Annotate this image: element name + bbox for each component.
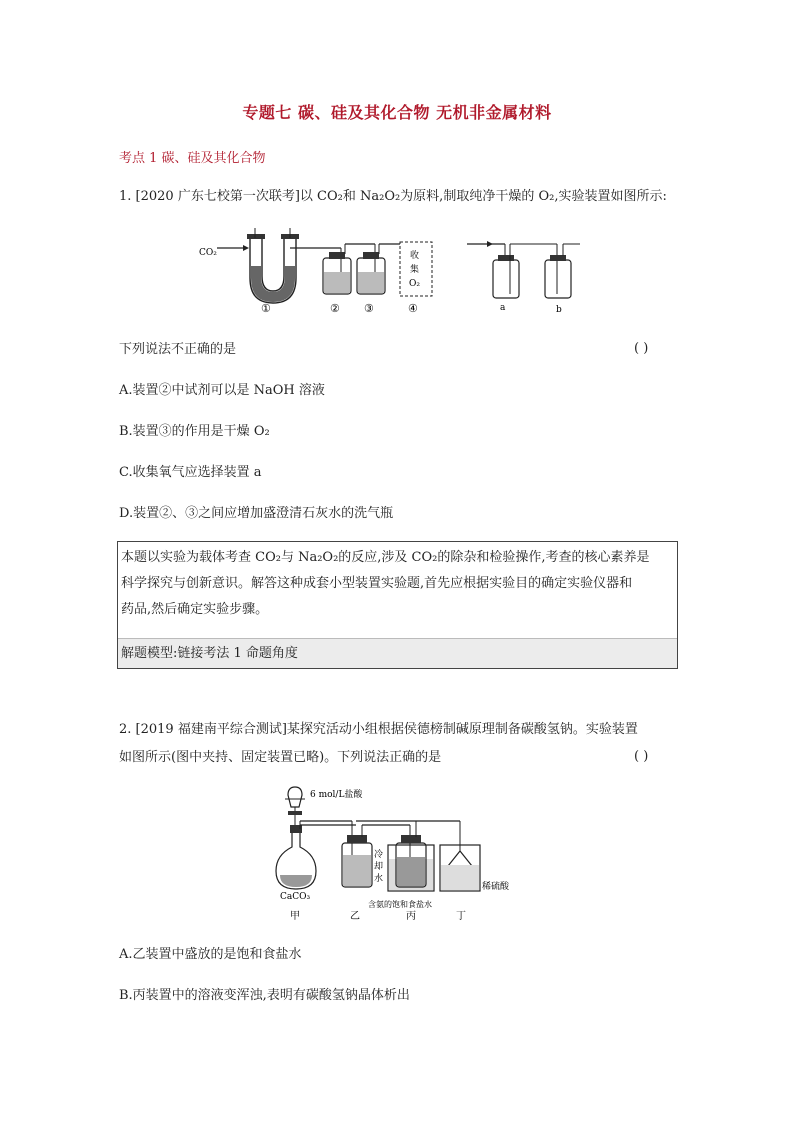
- dilute-acid-label: 稀硫酸: [482, 882, 510, 892]
- q1-option-c: C.收集氧气应选择装置 a: [119, 465, 262, 480]
- page-title: 专题七 碳、硅及其化合物 无机非金属材料: [242, 103, 552, 122]
- label-ding: 丁: [456, 911, 466, 922]
- cool-char-3: 水: [374, 874, 384, 884]
- section-heading: 考点 1 碳、硅及其化合物: [119, 151, 266, 166]
- q1-option-d: D.装置②、③之间应增加盛澄清石灰水的洗气瓶: [119, 506, 394, 521]
- q2-stem-line-2: 如图所示(图中夹持、固定装置已略)。下列说法正确的是: [119, 750, 442, 765]
- brine-label: 含氨的饱和食盐水: [368, 900, 432, 909]
- q2-stem-line-1: 2. [2019 福建南平综合测试]某探究活动小组根据侯德榜制碱原理制备碳酸氢钠。实验装置: [119, 722, 638, 737]
- cool-char-1: 冷: [374, 850, 384, 860]
- q2-option-b: B.丙装置中的溶液变浑浊,表明有碳酸氢钠晶体析出: [119, 988, 410, 1003]
- label-bing: 丙: [406, 911, 416, 922]
- acid-label: 6 mol/L盐酸: [310, 790, 363, 800]
- q2-option-a: A.乙装置中盛放的是饱和食盐水: [119, 947, 302, 962]
- cool-char-2: 却: [374, 862, 384, 872]
- analysis-model: 解题模型:链接考法 1 命题角度: [118, 638, 677, 668]
- label-yi: 乙: [350, 911, 360, 922]
- q1-answer-paren: ( ): [634, 341, 649, 356]
- co2-label: CO₂: [199, 248, 217, 258]
- label-2: ②: [330, 302, 340, 315]
- label-b: b: [556, 305, 562, 315]
- analysis-line-2: 科学探究与创新意识。解答这种成套小型装置实验题,首先应根据实验目的确定实验仪器和: [121, 576, 633, 591]
- label-4: ④: [408, 302, 418, 315]
- q1-apparatus-figure: [195, 228, 595, 318]
- q1-option-b: B.装置③的作用是干燥 O₂: [119, 424, 270, 439]
- q1-prompt: 下列说法不正确的是: [119, 342, 237, 357]
- collect-char-3: O₂: [409, 279, 420, 289]
- collect-char-1: 收: [410, 251, 420, 261]
- caco3-label: CaCO₃: [280, 892, 311, 902]
- label-jia: 甲: [290, 911, 300, 922]
- q1-analysis-box: [117, 541, 678, 669]
- collect-char-2: 集: [410, 265, 420, 275]
- analysis-line-1: 本题以实验为载体考查 CO₂与 Na₂O₂的反应,涉及 CO₂的除杂和检验操作,考查的核心素养是: [121, 550, 650, 565]
- q2-apparatus-figure: [270, 785, 530, 925]
- label-3: ③: [364, 302, 374, 315]
- q2-answer-paren: ( ): [634, 749, 649, 764]
- q1-option-a: A.装置②中试剂可以是 NaOH 溶液: [119, 383, 325, 398]
- q1-stem: 1. [2020 广东七校第一次联考]以 CO₂和 Na₂O₂为原料,制取纯净干燥的 O₂,实验装置如图所示:: [119, 189, 667, 204]
- label-1: ①: [261, 302, 271, 315]
- label-a: a: [500, 303, 506, 313]
- analysis-line-3: 药品,然后确定实验步骤。: [121, 602, 269, 617]
